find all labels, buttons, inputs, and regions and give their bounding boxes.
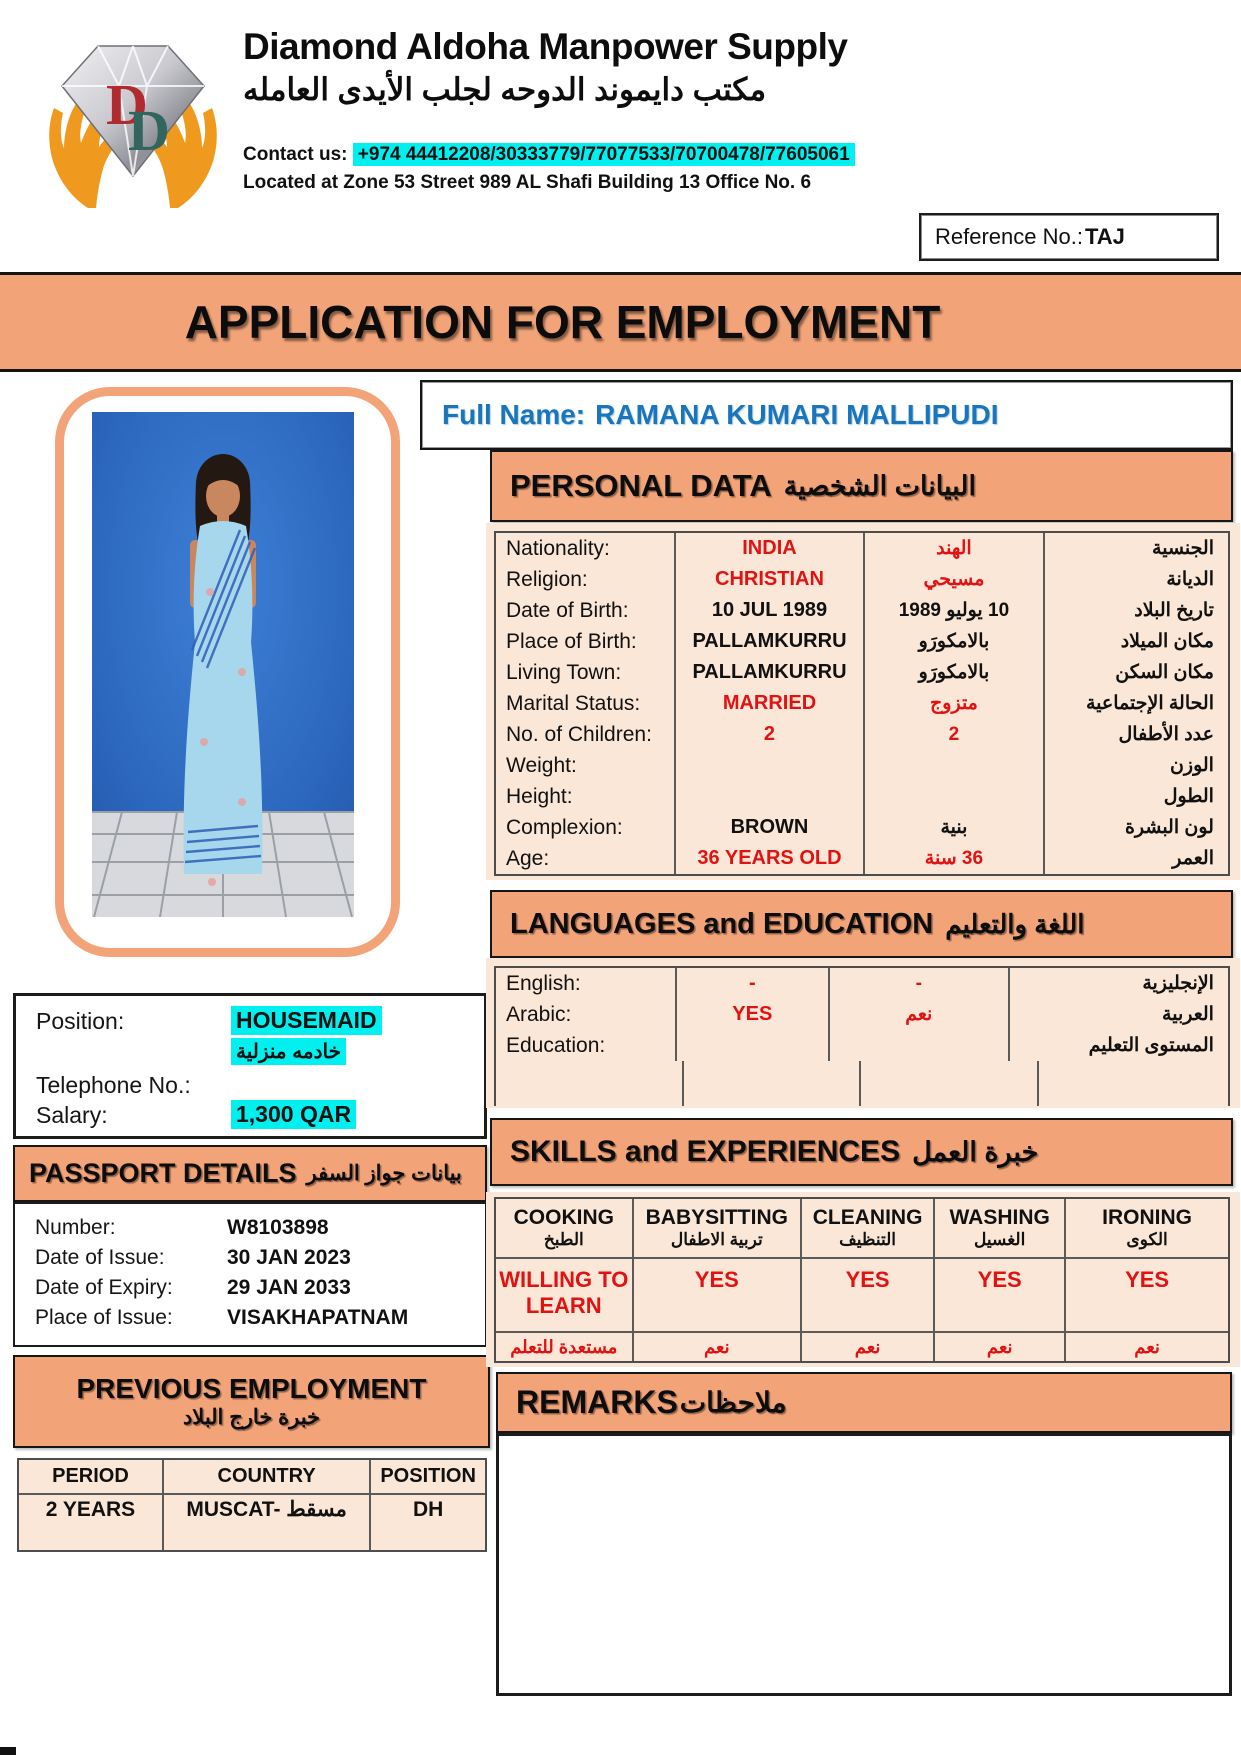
salary-label: Salary: (36, 1102, 108, 1128)
field-value-ar: نعم (830, 999, 1010, 1030)
field-label-ar: العربية (1162, 1004, 1214, 1025)
previous-employment-title-arabic: خبرة خارج البلاد (182, 1406, 321, 1429)
position-value: DH (412, 1498, 444, 1521)
page-corner-mark (0, 1747, 16, 1755)
passport-expiry-value: 29 JAN 2033 (227, 1276, 351, 1299)
skills-arabic-values-row (496, 1333, 1228, 1361)
diamond-hands-logo-icon (28, 28, 238, 210)
field-value-en: CHRISTIAN (676, 564, 865, 595)
skill-value-arabic: نعم (935, 1333, 1066, 1361)
skill-name: CLEANING (812, 1206, 923, 1230)
passport-title-arabic: بيانات جواز السفر (306, 1162, 462, 1185)
field-value-ar: بالامكورَو (865, 657, 1045, 688)
personal-data-table (494, 531, 1230, 876)
passport-place-value: VISAKHAPATNAM (227, 1306, 409, 1329)
table-row (496, 564, 1228, 595)
full-name-box (420, 380, 1233, 450)
country-value: MUSCAT- مسقط (164, 1495, 371, 1550)
svg-text:D: D (128, 98, 170, 163)
field-value-en: 10 JUL 1989 (676, 595, 865, 626)
skill-column-header (496, 1199, 634, 1257)
field-value-ar: 36 سنة (865, 843, 1045, 874)
field-value-ar (830, 1030, 1010, 1061)
full-name-label: Full Name: (442, 399, 586, 430)
company-name: Diamond Aldoha Manpower Supply (243, 26, 848, 67)
table-row (496, 812, 1228, 843)
salary-value: 1,300 QAR (231, 1100, 356, 1129)
empty-cell (1039, 1061, 1229, 1106)
candidate-photo (92, 412, 354, 917)
field-value-en: INDIA (676, 533, 865, 564)
table-row (496, 781, 1228, 812)
skills-section-header (490, 1118, 1233, 1186)
address-line: Located at Zone 53 Street 989 AL Shafi Building 13 Office No. 6 (243, 172, 812, 193)
remarks-box (496, 1433, 1232, 1696)
company-name-arabic: مكتب دايموند الدوحه لجلب الأيدى العامله (243, 72, 767, 107)
full-name-value: RAMANA KUMARI MALLIPUDI (595, 399, 999, 430)
field-value-en: BROWN (676, 812, 865, 843)
field-value-ar (865, 750, 1045, 781)
field-label: No. of Children: (496, 719, 676, 750)
field-value-ar: 2 (865, 719, 1045, 750)
table-row (496, 626, 1228, 657)
field-label-ar: المستوى التعليم (1088, 1035, 1214, 1056)
skill-value-arabic: مستعدة للتعلم (496, 1333, 634, 1361)
field-value-ar: - (830, 968, 1010, 999)
field-label-ar: مكان الميلاد (1120, 631, 1214, 652)
skill-value: YES (634, 1259, 802, 1331)
field-value-ar (865, 781, 1045, 812)
field-label: Nationality: (496, 533, 676, 564)
skill-name-arabic: الغسيل (974, 1230, 1026, 1250)
field-value-en: YES (677, 999, 830, 1030)
table-row (496, 999, 1228, 1030)
skill-value: YES (935, 1259, 1066, 1331)
column-header-country: COUNTRY (164, 1460, 371, 1493)
passport-place-label: Place of Issue: (35, 1306, 173, 1329)
field-label: Weight: (496, 750, 676, 781)
position-value: HOUSEMAID (231, 1006, 382, 1035)
skill-column-header (634, 1199, 802, 1257)
field-value-en: 2 (676, 719, 865, 750)
table-row (496, 533, 1228, 564)
field-value-en: - (677, 968, 830, 999)
languages-table (494, 966, 1230, 1106)
table-row (496, 750, 1228, 781)
skill-column-header (802, 1199, 935, 1257)
field-label: Place of Birth: (496, 626, 676, 657)
skill-value-arabic: نعم (634, 1333, 802, 1361)
skills-table (494, 1197, 1230, 1363)
table-row (496, 719, 1228, 750)
passport-title: PASSPORT DETAILS (29, 1158, 297, 1188)
skill-name-arabic: التنظيف (839, 1230, 896, 1250)
table-row (496, 688, 1228, 719)
skills-header-row (496, 1199, 1228, 1259)
languages-section-header (490, 890, 1233, 958)
contact-numbers-highlight: +974 44412208/30333779/77077533/70700478/77605061 (353, 143, 855, 166)
field-label-ar: العمر (1172, 848, 1214, 869)
field-value-ar: 10 يوليو 1989 (865, 595, 1045, 626)
table-filler-row (496, 1061, 1228, 1106)
field-value-en: 36 YEARS OLD (676, 843, 865, 874)
svg-text:D: D (106, 72, 148, 137)
previous-employment-header (13, 1355, 490, 1448)
table-row (496, 968, 1228, 999)
field-label: Age: (496, 843, 676, 874)
previous-employment-title: PREVIOUS EMPLOYMENT (76, 1373, 427, 1404)
field-label-ar: الديانة (1166, 569, 1214, 590)
field-value-ar: بنية (865, 812, 1045, 843)
empty-cell (684, 1061, 862, 1106)
contact-label: Contact us: (243, 144, 348, 165)
field-label-ar: تاريخ البلاد (1134, 600, 1214, 621)
passport-details-box (13, 1202, 487, 1347)
skill-name-arabic: الطبخ (543, 1230, 584, 1250)
field-label-ar: الطول (1163, 786, 1214, 807)
page-title: APPLICATION FOR EMPLOYMENT (184, 296, 941, 348)
field-label-ar: الوزن (1169, 755, 1214, 776)
personal-data-section-header (490, 450, 1233, 522)
reference-box (919, 213, 1219, 261)
field-label: Date of Birth: (496, 595, 676, 626)
personal-data-title-arabic: البيانات الشخصية (783, 470, 976, 501)
field-label-ar: لون البشرة (1124, 817, 1214, 838)
passport-issue-value: 30 JAN 2023 (227, 1246, 351, 1269)
personal-data-title: PERSONAL DATA (510, 468, 772, 503)
skill-name: COOKING (513, 1206, 614, 1230)
remarks-title: REMARKS (516, 1384, 678, 1420)
skill-name-arabic: تربية الاطفال (670, 1230, 763, 1250)
remarks-title-arabic: ملاحظات (679, 1387, 787, 1418)
reference-value: TAJ (1084, 224, 1125, 249)
application-banner (0, 272, 1241, 372)
skill-name: BABYSITTING (645, 1206, 788, 1230)
field-label-ar: الحالة الإجتماعية (1085, 693, 1214, 714)
field-value-en: MARRIED (676, 688, 865, 719)
skill-value: YES (1125, 1267, 1170, 1293)
passport-section-header (13, 1145, 487, 1202)
field-value-en (677, 1030, 830, 1061)
position-box (13, 993, 487, 1139)
languages-title-arabic: اللغة والتعليم (945, 908, 1085, 939)
skill-value: YES (802, 1259, 935, 1331)
table-row (496, 843, 1228, 874)
field-label-ar: الإنجليزية (1142, 973, 1214, 994)
skill-name: WASHING (949, 1206, 1050, 1230)
skill-value-arabic: نعم (1134, 1337, 1160, 1358)
skill-value: WILLING TO LEARN (496, 1259, 634, 1331)
remarks-section-header (496, 1372, 1232, 1433)
position-value-arabic: خادمه منزلية (231, 1038, 346, 1065)
field-label: Complexion: (496, 812, 676, 843)
column-header-position: POSITION (380, 1465, 476, 1487)
table-row (496, 1030, 1228, 1061)
field-value-ar: متزوج (865, 688, 1045, 719)
skill-name-arabic: الكوى (1126, 1230, 1168, 1250)
field-label: Arabic: (496, 999, 677, 1030)
field-value-en (676, 781, 865, 812)
skill-name: IRONING (1102, 1206, 1192, 1230)
skills-title-arabic: خبرة العمل (912, 1136, 1039, 1167)
table-row (496, 657, 1228, 688)
field-label-ar: عدد الأطفال (1118, 724, 1214, 745)
field-label: English: (496, 968, 677, 999)
field-label: Living Town: (496, 657, 676, 688)
position-label: Position: (36, 1008, 125, 1034)
passport-issue-label: Date of Issue: (35, 1246, 165, 1269)
passport-number-label: Number: (35, 1216, 116, 1239)
field-value-en (676, 750, 865, 781)
period-value: 2 YEARS (19, 1495, 164, 1550)
field-label: Marital Status: (496, 688, 676, 719)
field-label: Height: (496, 781, 676, 812)
field-label-ar: مكان السكن (1115, 662, 1214, 683)
candidate-photo-frame (55, 387, 400, 957)
field-label-ar: الجنسية (1152, 538, 1214, 559)
field-value-ar: بالامكورَو (865, 626, 1045, 657)
contact-line (243, 144, 855, 166)
field-value-en: PALLAMKURRU (676, 657, 865, 688)
field-value-ar: الهند (865, 533, 1045, 564)
field-label: Education: (496, 1030, 677, 1061)
column-header-period: PERIOD (19, 1460, 164, 1493)
skills-values-row (496, 1259, 1228, 1333)
passport-expiry-label: Date of Expiry: (35, 1276, 173, 1299)
table-row (19, 1495, 485, 1550)
field-value-ar: مسيحي (865, 564, 1045, 595)
field-label: Religion: (496, 564, 676, 595)
field-value-en: PALLAMKURRU (676, 626, 865, 657)
reference-label: Reference No.: (935, 224, 1083, 249)
languages-title: LANGUAGES and EDUCATION (510, 907, 934, 940)
table-header-row (19, 1460, 485, 1495)
passport-number-value: W8103898 (227, 1216, 329, 1239)
telephone-label: Telephone No.: (36, 1072, 191, 1098)
empty-cell (496, 1061, 684, 1106)
empty-cell (861, 1061, 1039, 1106)
table-row (496, 595, 1228, 626)
skill-column-header (1066, 1199, 1228, 1257)
skill-column-header (935, 1199, 1066, 1257)
skills-title: SKILLS and EXPERIENCES (510, 1135, 901, 1168)
previous-employment-table (17, 1458, 487, 1552)
skill-value-arabic: نعم (802, 1333, 935, 1361)
